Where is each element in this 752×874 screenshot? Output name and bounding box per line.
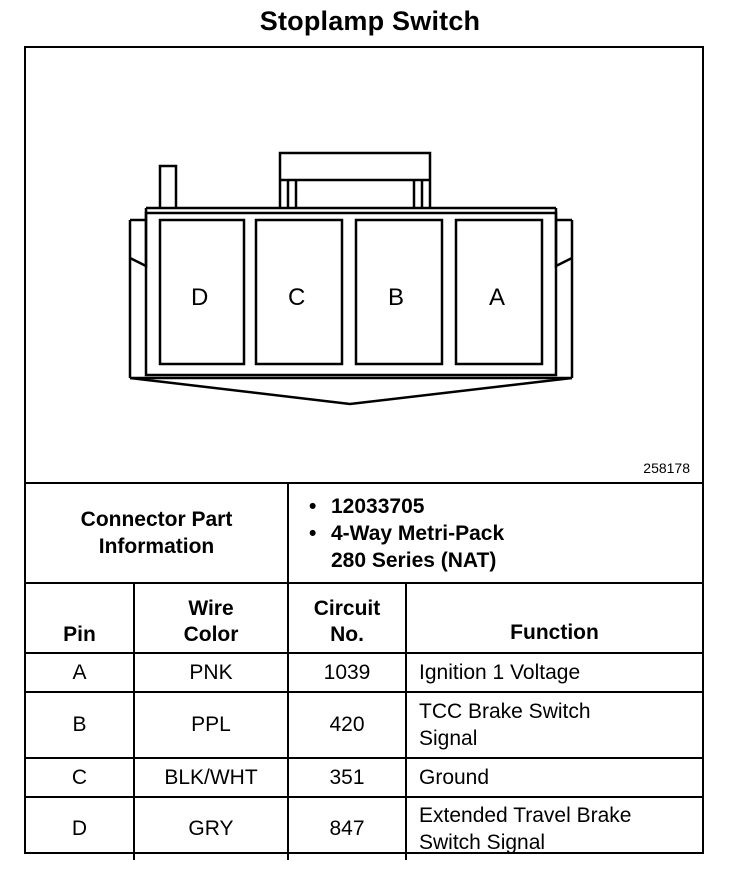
figure-number: 258178 [643,460,690,476]
cell-circuit: 847 [288,797,406,860]
cell-color: PNK [134,653,288,692]
cell-circuit: 351 [288,758,406,797]
cell-pin: A [26,653,134,692]
part-info-label [26,483,288,583]
diagram-title: Stoplamp Switch [259,6,481,36]
bullet-icon: • [309,494,317,518]
cell-pin: D [26,797,134,860]
part-info-row [26,483,702,583]
bullet-icon: • [309,521,317,545]
pin-label-d: D [191,284,209,311]
part-number: 12033705 [331,494,425,518]
header-wire-line2: Color [183,623,239,646]
function-line: Ground [419,766,490,789]
pin-label-c: C [288,284,306,311]
header-circuit-line2: No. [330,623,364,646]
connector-info-table [26,482,702,860]
table-header-row [26,583,702,653]
table-row [26,653,702,692]
cell-function [406,692,702,758]
part-info-list [288,483,702,583]
connector-drawing [26,48,702,482]
function-line: TCC Brake Switch [419,700,591,723]
pin-label-b: B [388,284,405,311]
part-info-label-line2: Information [98,535,215,558]
function-line: Switch Signal [419,831,546,854]
cell-color: BLK/WHT [134,758,288,797]
connector-frame [24,46,704,854]
function-line: Ignition 1 Voltage [419,661,581,684]
header-pin [26,583,134,653]
cell-function [406,653,702,692]
cell-function [406,797,702,860]
cell-function [406,758,702,797]
function-line: Extended Travel Brake [419,804,632,827]
cell-circuit: 1039 [288,653,406,692]
header-function [406,583,702,653]
cell-color: PPL [134,692,288,758]
table-row [26,758,702,797]
cell-circuit: 420 [288,692,406,758]
header-circuit-line1: Circuit [313,597,381,620]
table-row [26,692,702,758]
header-pin-text: Pin [63,623,96,646]
header-circuit [288,583,406,653]
cell-color: GRY [134,797,288,860]
header-wire-color [134,583,288,653]
cell-pin: C [26,758,134,797]
connector-outline [26,48,702,482]
connector-type-item [309,520,702,574]
connector-type-line1: 4-Way Metri-Pack [331,521,505,545]
pin-label-a: A [489,284,506,311]
connector-type-line2: 280 Series (NAT) [331,548,497,572]
header-function-text: Function [510,621,599,644]
table-row [26,797,702,860]
function-line: Signal [419,727,478,750]
part-info-label-line1: Connector Part [80,508,233,531]
cell-pin: B [26,692,134,758]
part-number-item [309,493,702,520]
header-wire-line1: Wire [188,597,234,620]
